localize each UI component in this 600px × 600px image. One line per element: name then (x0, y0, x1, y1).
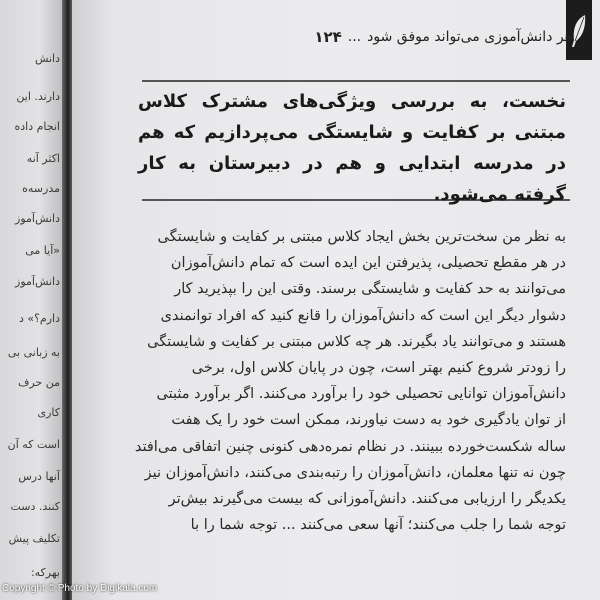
facing-line: است که آن (7, 438, 60, 451)
book-page (72, 0, 600, 600)
facing-line: دارم؟» د (18, 312, 60, 325)
running-title: هر دانش‌آموزی می‌تواند موفق شود (367, 29, 572, 45)
facing-line: آنها درس (18, 470, 60, 483)
facing-line: دانش‌آموز (15, 275, 60, 288)
facing-line: کاری (37, 406, 60, 419)
facing-line: دانش (34, 52, 60, 65)
body-line: از توان یادگیری خود به دست نیاورند، ممکن است خود را یک هفت (171, 412, 566, 429)
facing-line: کنند. دست (10, 500, 60, 513)
body-line: ساله شکست‌خورده ببینند. در نظام نمره‌دهی کنونی چنین اتفاقی می‌افتد (134, 438, 566, 455)
facing-line: تکلیف پیش (8, 532, 60, 545)
body-line: را زودتر شروع کنیم بهتر است، چون در پایان کلاس اول، برخی (191, 360, 566, 377)
body-line: به نظر من سخت‌ترین بخش ایجاد کلاس مبتنی بر کفایت و شایستگی (157, 229, 566, 245)
body-line: هستند و می‌توانند یاد بگیرند. هر چه کلاس مبتنی بر کفایت و شایستگی (147, 333, 566, 350)
facing-line: من حرف (17, 376, 60, 389)
body-text (122, 224, 566, 538)
page-number: ۱۲۴ (314, 28, 342, 46)
body-line: در هر مقطع تحصیلی، پذیرفتن این ایده است که تمام دانش‌آموزان (170, 255, 566, 272)
header-ellipsis: ... (347, 29, 362, 45)
facing-line: «آیا می (25, 244, 60, 257)
body-line: چون نه تنها معلمان، دانش‌آموزان را رتبه‌بندی می‌کنند، دانش‌آموزان نیز (144, 464, 566, 481)
body-line: دانش‌آموزان توانایی تحصیلی خود را برآورد می‌کنند. اگر برآورد مثبتی (156, 386, 566, 403)
facing-line: دانش‌آموز (15, 212, 60, 225)
callout-text: نخست، به بررسی ویژگی‌های مشترک کلاس مبتنی بر کفایت و شایستگی می‌پردازیم که هم در مدرسه ابتدایی و هم در دبیرستان به کار گرفته می‌شود. (138, 91, 566, 205)
facing-page-edge (0, 0, 66, 600)
body-line: می‌توانند به حد کفایت و شایستگی برسند. وقتی این را بپذیرید کار (174, 281, 566, 298)
body-line: یکدیگر را ارزیابی می‌کنند. دانش‌آموزانی که بیست می‌گیرند بیش‌تر (168, 491, 566, 508)
facing-line: دارند. این (16, 90, 60, 103)
facing-line: اکثر آنه (26, 152, 60, 165)
body-line: دشوار دیگر این است که دانش‌آموزان را قانع کنید که افراد توانمندی (160, 307, 566, 324)
facing-line: انجام داده (14, 120, 60, 133)
running-header (314, 28, 572, 46)
feather-icon (571, 14, 587, 48)
facing-line: مدرسه‌ه (22, 182, 60, 195)
body-line: توجه شما را جلب می‌کنند؛ آنها سعی می‌کنند ... توجه شما را با (190, 517, 566, 534)
copyright-watermark: Copyright © Photo by Digikala.com (2, 583, 158, 594)
facing-line: به زبانی بی (7, 346, 60, 359)
facing-line: بهرکه: (30, 566, 60, 579)
